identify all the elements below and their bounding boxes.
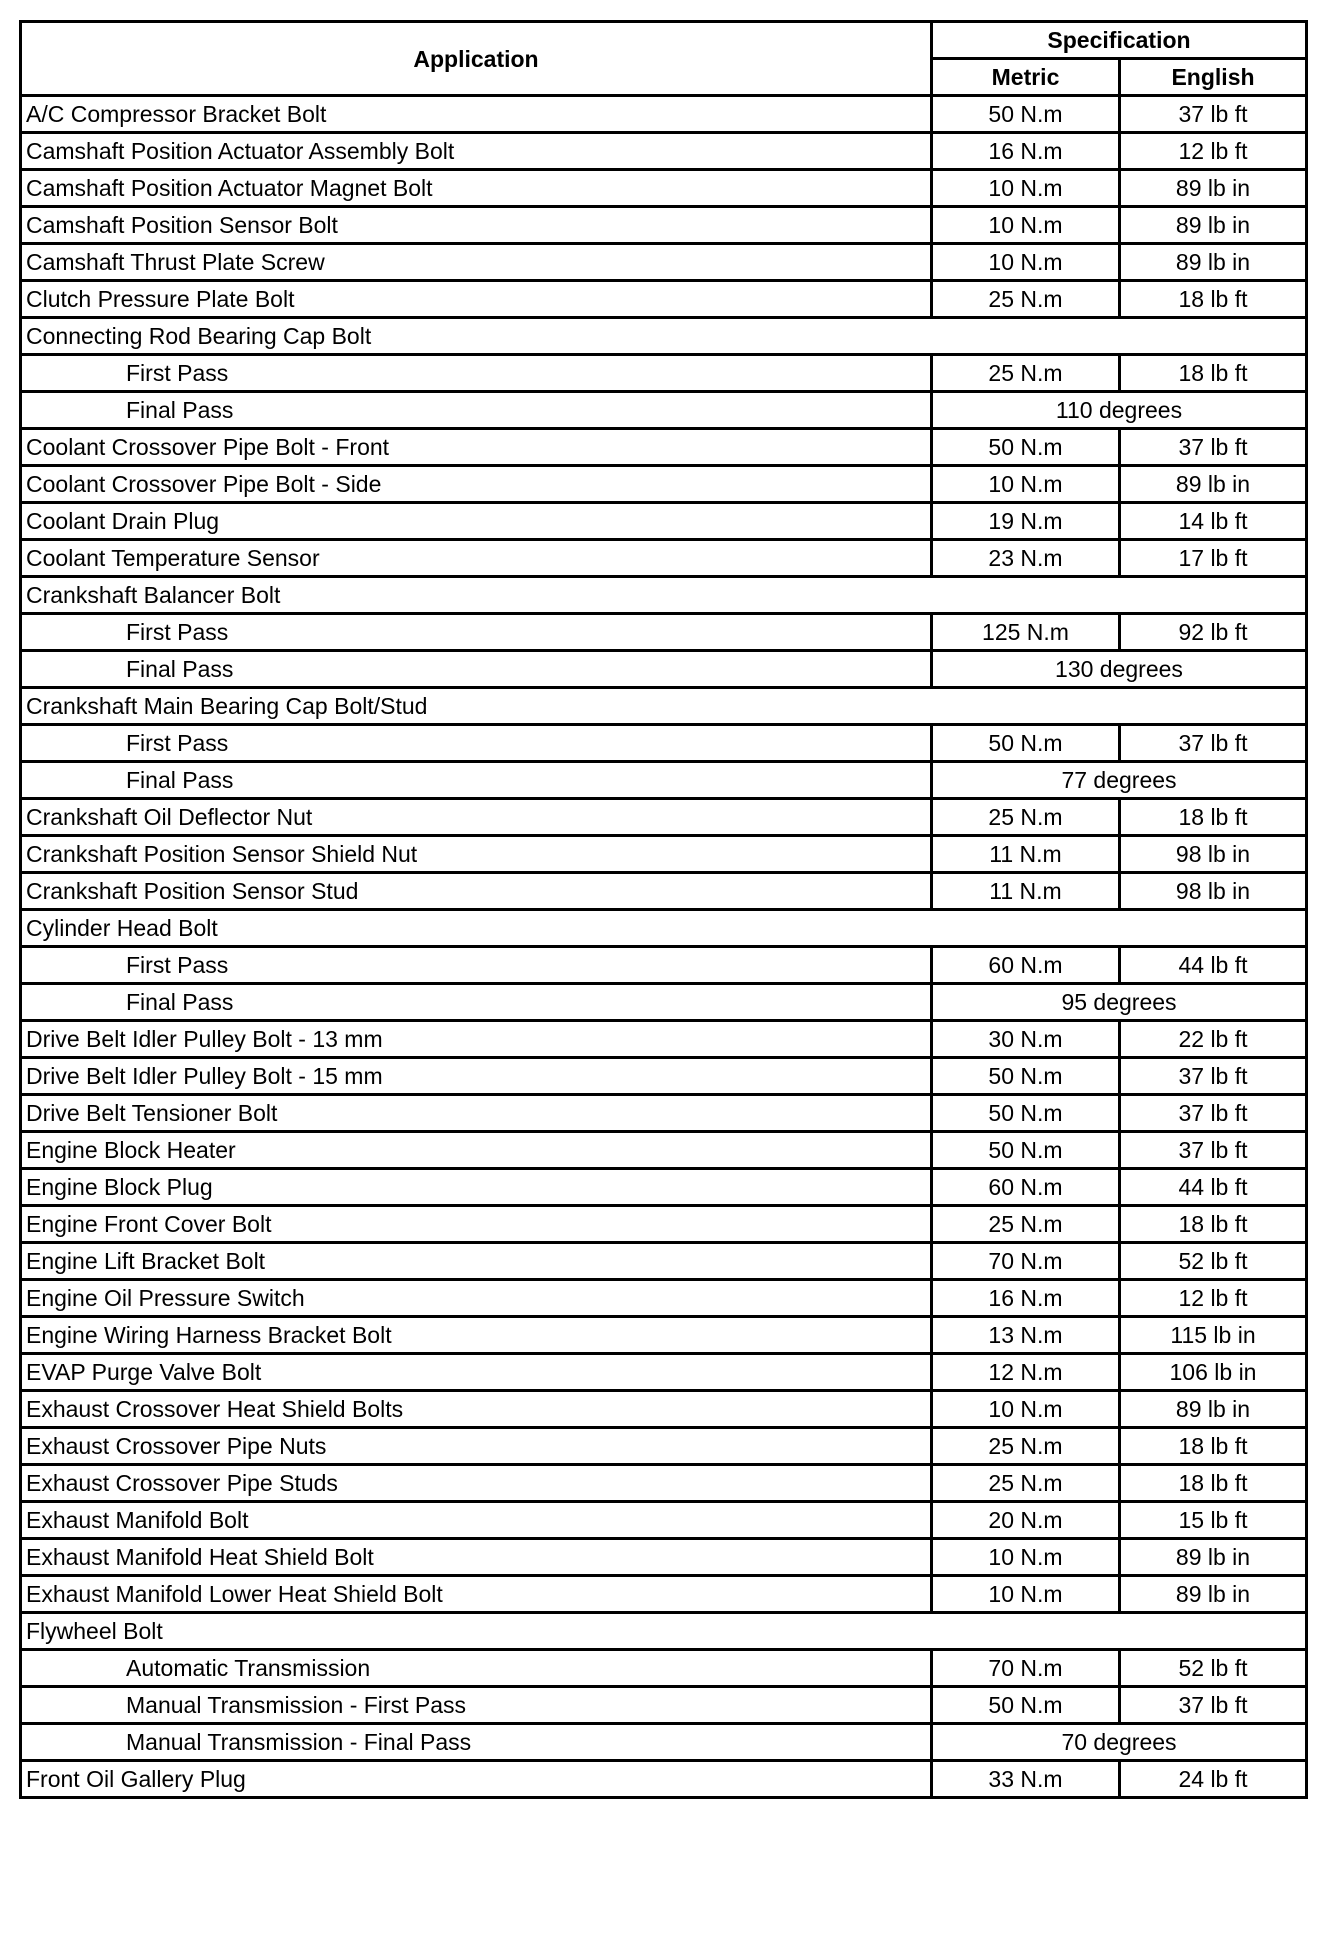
metric-cell: 19 N.m bbox=[932, 503, 1120, 540]
table-group-row bbox=[21, 1613, 1307, 1650]
application-cell: Manual Transmission - First Pass bbox=[21, 1687, 932, 1724]
application-cell: Crankshaft Oil Deflector Nut bbox=[21, 799, 932, 836]
angle-spec-cell: 95 degrees bbox=[932, 984, 1307, 1021]
application-cell: Exhaust Crossover Pipe Studs bbox=[21, 1465, 932, 1502]
metric-cell: 60 N.m bbox=[932, 947, 1120, 984]
metric-cell: 10 N.m bbox=[932, 244, 1120, 281]
application-cell: Engine Block Heater bbox=[21, 1132, 932, 1169]
english-cell: 24 lb ft bbox=[1120, 1761, 1307, 1798]
application-cell: Coolant Temperature Sensor bbox=[21, 540, 932, 577]
application-cell: Drive Belt Idler Pulley Bolt - 15 mm bbox=[21, 1058, 932, 1095]
application-cell: First Pass bbox=[21, 725, 932, 762]
application-cell: Engine Lift Bracket Bolt bbox=[21, 1243, 932, 1280]
metric-cell: 50 N.m bbox=[932, 1095, 1120, 1132]
english-cell: 89 lb in bbox=[1120, 1539, 1307, 1576]
metric-cell: 10 N.m bbox=[932, 1539, 1120, 1576]
table-row bbox=[21, 281, 1307, 318]
english-cell: 37 lb ft bbox=[1120, 96, 1307, 133]
english-cell: 89 lb in bbox=[1120, 244, 1307, 281]
table-row bbox=[21, 1428, 1307, 1465]
metric-cell: 50 N.m bbox=[932, 96, 1120, 133]
application-cell: Coolant Drain Plug bbox=[21, 503, 932, 540]
table-row bbox=[21, 1058, 1307, 1095]
english-cell: 89 lb in bbox=[1120, 170, 1307, 207]
table-subrow bbox=[21, 651, 1307, 688]
application-cell: Crankshaft Position Sensor Stud bbox=[21, 873, 932, 910]
english-cell: 89 lb in bbox=[1120, 207, 1307, 244]
table-subrow bbox=[21, 947, 1307, 984]
table-header bbox=[21, 22, 1307, 96]
table-group-row bbox=[21, 910, 1307, 947]
table-row bbox=[21, 1280, 1307, 1317]
table-subrow bbox=[21, 355, 1307, 392]
english-cell: 89 lb in bbox=[1120, 1576, 1307, 1613]
english-cell: 52 lb ft bbox=[1120, 1650, 1307, 1687]
application-cell: Final Pass bbox=[21, 651, 932, 688]
application-cell: Flywheel Bolt bbox=[21, 1613, 1307, 1650]
application-cell: Cylinder Head Bolt bbox=[21, 910, 1307, 947]
table-row bbox=[21, 1761, 1307, 1798]
application-cell: Engine Front Cover Bolt bbox=[21, 1206, 932, 1243]
application-cell: First Pass bbox=[21, 355, 932, 392]
metric-cell: 33 N.m bbox=[932, 1761, 1120, 1798]
english-cell: 22 lb ft bbox=[1120, 1021, 1307, 1058]
metric-cell: 12 N.m bbox=[932, 1354, 1120, 1391]
table-row bbox=[21, 429, 1307, 466]
english-cell: 52 lb ft bbox=[1120, 1243, 1307, 1280]
metric-cell: 10 N.m bbox=[932, 170, 1120, 207]
application-cell: Final Pass bbox=[21, 392, 932, 429]
metric-cell: 50 N.m bbox=[932, 1687, 1120, 1724]
application-cell: Coolant Crossover Pipe Bolt - Side bbox=[21, 466, 932, 503]
angle-spec-cell: 77 degrees bbox=[932, 762, 1307, 799]
english-cell: 89 lb in bbox=[1120, 466, 1307, 503]
application-cell: Engine Wiring Harness Bracket Bolt bbox=[21, 1317, 932, 1354]
table-row bbox=[21, 540, 1307, 577]
table-group-row bbox=[21, 688, 1307, 725]
table-row bbox=[21, 1317, 1307, 1354]
table-body bbox=[21, 96, 1307, 1798]
english-cell: 18 lb ft bbox=[1120, 355, 1307, 392]
english-cell: 12 lb ft bbox=[1120, 1280, 1307, 1317]
metric-cell: 20 N.m bbox=[932, 1502, 1120, 1539]
english-cell: 37 lb ft bbox=[1120, 1132, 1307, 1169]
english-cell: 44 lb ft bbox=[1120, 1169, 1307, 1206]
table-row bbox=[21, 1021, 1307, 1058]
metric-header: Metric bbox=[932, 59, 1120, 96]
application-cell: Crankshaft Balancer Bolt bbox=[21, 577, 1307, 614]
metric-cell: 10 N.m bbox=[932, 207, 1120, 244]
metric-cell: 50 N.m bbox=[932, 1132, 1120, 1169]
metric-cell: 23 N.m bbox=[932, 540, 1120, 577]
english-cell: 106 lb in bbox=[1120, 1354, 1307, 1391]
application-cell: Drive Belt Idler Pulley Bolt - 13 mm bbox=[21, 1021, 932, 1058]
table-subrow bbox=[21, 725, 1307, 762]
english-cell: 98 lb in bbox=[1120, 836, 1307, 873]
table-row bbox=[21, 1169, 1307, 1206]
application-cell: Connecting Rod Bearing Cap Bolt bbox=[21, 318, 1307, 355]
application-cell: Coolant Crossover Pipe Bolt - Front bbox=[21, 429, 932, 466]
table-row bbox=[21, 1391, 1307, 1428]
english-cell: 17 lb ft bbox=[1120, 540, 1307, 577]
metric-cell: 30 N.m bbox=[932, 1021, 1120, 1058]
application-cell: First Pass bbox=[21, 947, 932, 984]
application-cell: Manual Transmission - Final Pass bbox=[21, 1724, 932, 1761]
english-header: English bbox=[1120, 59, 1307, 96]
metric-cell: 10 N.m bbox=[932, 1576, 1120, 1613]
table-row bbox=[21, 96, 1307, 133]
application-cell: Final Pass bbox=[21, 984, 932, 1021]
english-cell: 37 lb ft bbox=[1120, 1095, 1307, 1132]
application-header: Application bbox=[21, 22, 932, 96]
table-row bbox=[21, 1576, 1307, 1613]
metric-cell: 70 N.m bbox=[932, 1243, 1120, 1280]
table-row bbox=[21, 1354, 1307, 1391]
metric-cell: 11 N.m bbox=[932, 873, 1120, 910]
table-row bbox=[21, 1095, 1307, 1132]
english-cell: 18 lb ft bbox=[1120, 281, 1307, 318]
english-cell: 37 lb ft bbox=[1120, 725, 1307, 762]
table-subrow bbox=[21, 1687, 1307, 1724]
english-cell: 37 lb ft bbox=[1120, 429, 1307, 466]
english-cell: 18 lb ft bbox=[1120, 1206, 1307, 1243]
application-cell: Engine Block Plug bbox=[21, 1169, 932, 1206]
metric-cell: 50 N.m bbox=[932, 429, 1120, 466]
application-cell: Exhaust Manifold Bolt bbox=[21, 1502, 932, 1539]
table-row bbox=[21, 1539, 1307, 1576]
table-row bbox=[21, 1502, 1307, 1539]
table-row bbox=[21, 244, 1307, 281]
english-cell: 18 lb ft bbox=[1120, 1428, 1307, 1465]
application-cell: Camshaft Position Actuator Magnet Bolt bbox=[21, 170, 932, 207]
table-row bbox=[21, 799, 1307, 836]
table-row bbox=[21, 207, 1307, 244]
table-row bbox=[21, 873, 1307, 910]
table-row bbox=[21, 836, 1307, 873]
english-cell: 89 lb in bbox=[1120, 1391, 1307, 1428]
application-cell: Exhaust Manifold Heat Shield Bolt bbox=[21, 1539, 932, 1576]
application-cell: Crankshaft Main Bearing Cap Bolt/Stud bbox=[21, 688, 1307, 725]
metric-cell: 10 N.m bbox=[932, 466, 1120, 503]
metric-cell: 50 N.m bbox=[932, 1058, 1120, 1095]
table-row bbox=[21, 466, 1307, 503]
english-cell: 37 lb ft bbox=[1120, 1058, 1307, 1095]
application-cell: Crankshaft Position Sensor Shield Nut bbox=[21, 836, 932, 873]
english-cell: 115 lb in bbox=[1120, 1317, 1307, 1354]
english-cell: 18 lb ft bbox=[1120, 1465, 1307, 1502]
application-cell: Engine Oil Pressure Switch bbox=[21, 1280, 932, 1317]
metric-cell: 25 N.m bbox=[932, 281, 1120, 318]
metric-cell: 60 N.m bbox=[932, 1169, 1120, 1206]
table-row bbox=[21, 1206, 1307, 1243]
metric-cell: 16 N.m bbox=[932, 1280, 1120, 1317]
table-row bbox=[21, 1465, 1307, 1502]
application-cell: Camshaft Position Actuator Assembly Bolt bbox=[21, 133, 932, 170]
application-cell: Exhaust Crossover Pipe Nuts bbox=[21, 1428, 932, 1465]
application-cell: Exhaust Crossover Heat Shield Bolts bbox=[21, 1391, 932, 1428]
table-row bbox=[21, 133, 1307, 170]
metric-cell: 10 N.m bbox=[932, 1391, 1120, 1428]
metric-cell: 25 N.m bbox=[932, 355, 1120, 392]
metric-cell: 16 N.m bbox=[932, 133, 1120, 170]
metric-cell: 13 N.m bbox=[932, 1317, 1120, 1354]
application-cell: Front Oil Gallery Plug bbox=[21, 1761, 932, 1798]
english-cell: 92 lb ft bbox=[1120, 614, 1307, 651]
application-cell: Exhaust Manifold Lower Heat Shield Bolt bbox=[21, 1576, 932, 1613]
metric-cell: 70 N.m bbox=[932, 1650, 1120, 1687]
table-row bbox=[21, 1243, 1307, 1280]
angle-spec-cell: 130 degrees bbox=[932, 651, 1307, 688]
metric-cell: 25 N.m bbox=[932, 1428, 1120, 1465]
table-row bbox=[21, 170, 1307, 207]
table-subrow bbox=[21, 1650, 1307, 1687]
english-cell: 15 lb ft bbox=[1120, 1502, 1307, 1539]
table-subrow bbox=[21, 762, 1307, 799]
english-cell: 18 lb ft bbox=[1120, 799, 1307, 836]
angle-spec-cell: 70 degrees bbox=[932, 1724, 1307, 1761]
table-row bbox=[21, 1132, 1307, 1169]
application-cell: A/C Compressor Bracket Bolt bbox=[21, 96, 932, 133]
angle-spec-cell: 110 degrees bbox=[932, 392, 1307, 429]
table-group-row bbox=[21, 577, 1307, 614]
application-cell: Camshaft Position Sensor Bolt bbox=[21, 207, 932, 244]
table-subrow bbox=[21, 984, 1307, 1021]
english-cell: 44 lb ft bbox=[1120, 947, 1307, 984]
metric-cell: 11 N.m bbox=[932, 836, 1120, 873]
table-group-row bbox=[21, 318, 1307, 355]
table-subrow bbox=[21, 1724, 1307, 1761]
application-cell: Drive Belt Tensioner Bolt bbox=[21, 1095, 932, 1132]
english-cell: 98 lb in bbox=[1120, 873, 1307, 910]
torque-spec-table bbox=[19, 20, 1308, 1799]
english-cell: 12 lb ft bbox=[1120, 133, 1307, 170]
metric-cell: 25 N.m bbox=[932, 799, 1120, 836]
table-row bbox=[21, 503, 1307, 540]
metric-cell: 125 N.m bbox=[932, 614, 1120, 651]
application-cell: Automatic Transmission bbox=[21, 1650, 932, 1687]
application-cell: Camshaft Thrust Plate Screw bbox=[21, 244, 932, 281]
application-cell: EVAP Purge Valve Bolt bbox=[21, 1354, 932, 1391]
metric-cell: 50 N.m bbox=[932, 725, 1120, 762]
table-subrow bbox=[21, 614, 1307, 651]
application-cell: Clutch Pressure Plate Bolt bbox=[21, 281, 932, 318]
table-subrow bbox=[21, 392, 1307, 429]
english-cell: 37 lb ft bbox=[1120, 1687, 1307, 1724]
metric-cell: 25 N.m bbox=[932, 1465, 1120, 1502]
application-cell: First Pass bbox=[21, 614, 932, 651]
metric-cell: 25 N.m bbox=[932, 1206, 1120, 1243]
english-cell: 14 lb ft bbox=[1120, 503, 1307, 540]
specification-header: Specification bbox=[932, 22, 1307, 59]
application-cell: Final Pass bbox=[21, 762, 932, 799]
